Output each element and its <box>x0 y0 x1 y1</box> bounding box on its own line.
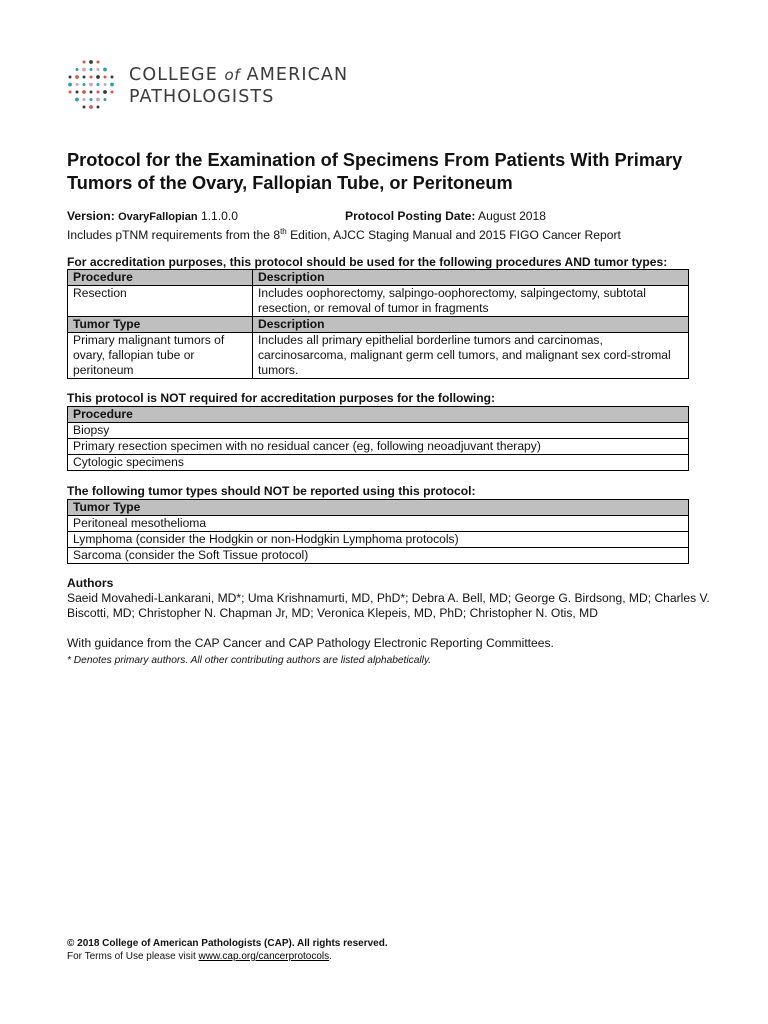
logo-dot <box>110 83 114 87</box>
logo-dot <box>75 75 79 79</box>
posting-date: Protocol Posting Date: August 2018 <box>345 209 546 223</box>
logo-dot <box>97 83 100 86</box>
table-row: Biopsy <box>68 423 689 439</box>
table-row: Primary resection specimen with no residual cancer (eg, following neoadjuvant therapy) <box>68 439 689 455</box>
logo-dot <box>97 106 100 109</box>
logo-dot <box>76 91 79 94</box>
logo-dot <box>89 83 93 87</box>
table-row: Lymphoma (consider the Hodgkin or non-Hodgkin Lymphoma protocols) <box>68 532 689 548</box>
logo-dot <box>76 68 79 71</box>
accreditation-table <box>67 269 689 379</box>
logo-dot <box>111 76 114 79</box>
version-name: OvaryFallopian <box>118 211 198 223</box>
table-row: Sarcoma (consider the Soft Tissue protocol) <box>68 548 689 564</box>
table-row: Resection Includes oophorectomy, salpingo-oophorectomy, salpingectomy, subtotal resection, or removal of tumor in fragments <box>68 286 689 317</box>
includes-line: Includes pTNM requirements from the 8th Edition, AJCC Staging Manual and 2015 FIGO Cancer Report <box>67 227 621 243</box>
primary-authors-note: * Denotes primary authors. All other contributing authors are listed alphabetically. <box>67 655 432 666</box>
logo-dot <box>104 98 107 101</box>
cap-logo <box>66 58 366 114</box>
logo-dot <box>96 98 100 102</box>
logo-dot <box>89 60 93 64</box>
logo-dot <box>90 91 93 94</box>
logo-dot <box>83 98 86 101</box>
table-header-row: Tumor Type <box>68 500 689 516</box>
logo-dot <box>68 83 72 87</box>
document-title: Protocol for the Examination of Specimens From Patients With Primary Tumors of the Ovary, Fallopian Tube, or Peritoneum <box>67 150 683 193</box>
logo-dot <box>90 68 93 71</box>
logo-dot <box>90 76 93 79</box>
logo-dot <box>89 105 93 109</box>
copyright-notice: © 2018 College of American Pathologists (CAP). All rights reserved. <box>67 938 388 949</box>
logo-dot <box>75 98 79 102</box>
accreditation-heading: For accreditation purposes, this protocol should be used for the following procedures AND tumor types: <box>67 255 668 269</box>
table-row: Peritoneal mesothelioma <box>68 516 689 532</box>
logo-dot <box>90 98 93 101</box>
table-row: Cytologic specimens <box>68 455 689 471</box>
logo-dot <box>69 76 72 79</box>
not-reported-table <box>67 499 689 564</box>
authors-heading: Authors <box>67 576 114 590</box>
logo-dot <box>83 83 86 86</box>
table-header-row: Procedure Description <box>68 270 689 286</box>
not-reported-heading: The following tumor types should NOT be reported using this protocol: <box>67 484 476 498</box>
cap-logo-dots-icon <box>66 58 116 112</box>
table-header-row: Tumor Type Description <box>68 317 689 333</box>
logo-dot <box>103 90 107 94</box>
logo-dot <box>104 76 107 79</box>
logo-dot <box>69 91 72 94</box>
version-info <box>67 209 727 243</box>
logo-dot <box>82 68 86 72</box>
logo-dot <box>83 76 86 79</box>
logo-dot <box>111 91 114 94</box>
logo-dot <box>83 106 86 109</box>
logo-dot <box>97 91 100 94</box>
version-label: Version: <box>67 209 115 223</box>
logo-dot <box>83 61 86 64</box>
not-required-table <box>67 406 689 471</box>
cancer-protocols-link[interactable]: www.cap.org/cancerprotocols <box>198 951 330 962</box>
logo-dot <box>76 83 79 86</box>
logo-dot <box>104 83 107 86</box>
version-number: 1.1.0.0 <box>197 209 238 223</box>
logo-dot <box>97 61 100 64</box>
terms-of-use: For Terms of Use please visit www.cap.org/cancerprotocols. <box>67 951 332 962</box>
table-header-row: Procedure <box>68 407 689 423</box>
logo-dot <box>96 75 100 79</box>
authors-list: Saeid Movahedi-Lankarani, MD*; Uma Krishnamurti, MD, PhD*; Debra A. Bell, MD; George G. Birdsong, MD; Charles V. Biscotti, MD; Christopher N. Chapman Jr, MD; Veronica Klepeis, MD, PhD; Christopher N. Otis, MD <box>67 591 710 620</box>
logo-dot <box>82 90 86 94</box>
logo-dot <box>97 68 100 71</box>
not-required-heading: This protocol is NOT required for accreditation purposes for the following: <box>67 391 496 405</box>
guidance-text: With guidance from the CAP Cancer and CAP Pathology Electronic Reporting Committees. <box>67 636 554 650</box>
table-row: Primary malignant tumors of ovary, fallopian tube or peritoneum Includes all primary epithelial borderline tumors and carcinomas, carcinosarcoma, malignant germ cell tumors, and malignant sex cord-stromal tumors. <box>68 333 689 379</box>
logo-dot <box>103 68 107 72</box>
cap-logo-wordmark: COLLEGE of AMERICAN PATHOLOGISTS <box>129 65 349 107</box>
